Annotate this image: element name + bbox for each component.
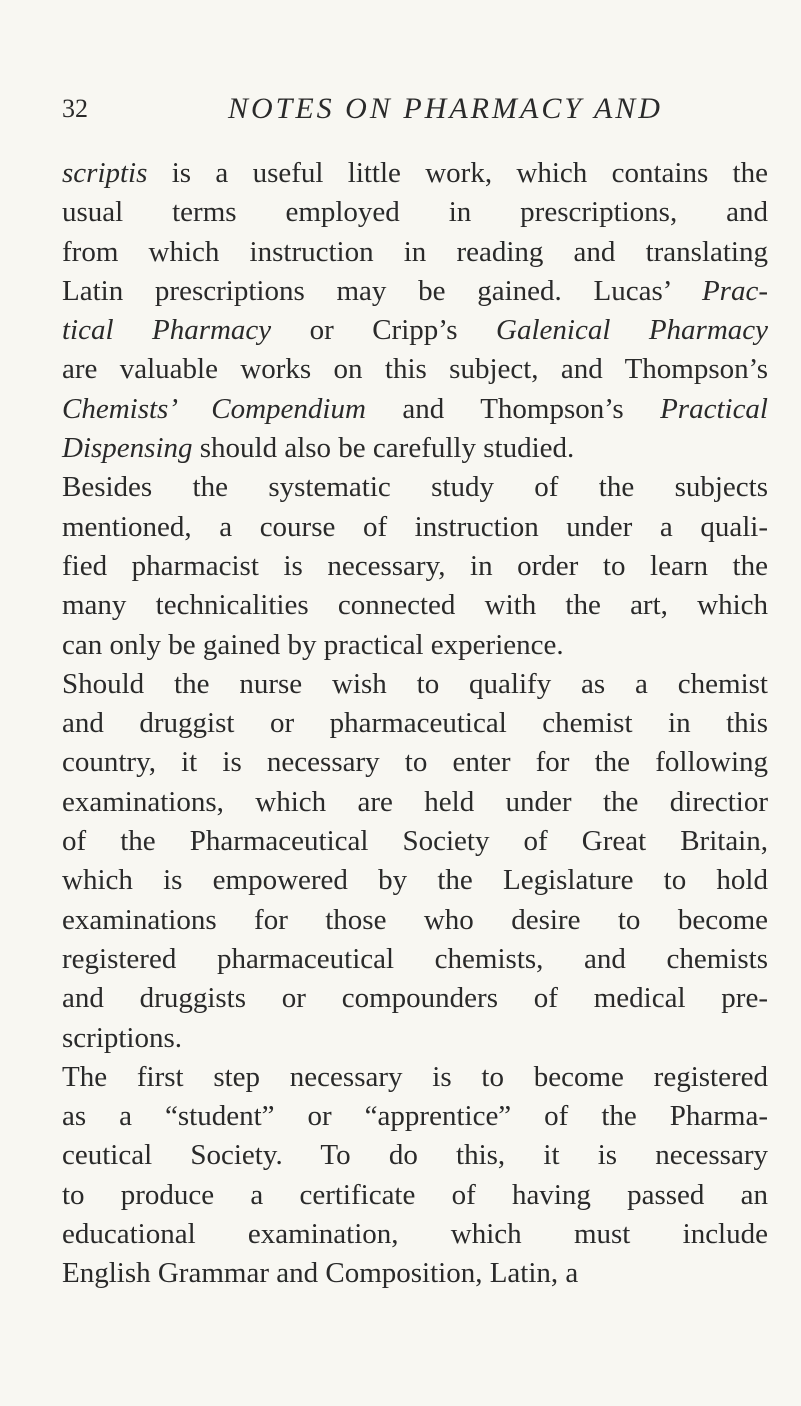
text-segment: can only be gained by practical experience. xyxy=(62,628,564,661)
text-line xyxy=(62,861,768,900)
text-segment: usual terms employed in prescriptions, and xyxy=(62,196,768,229)
italic-text: Prac- xyxy=(701,274,768,307)
text-line xyxy=(62,508,768,547)
text-segment: and Thompson’s xyxy=(365,392,661,425)
italic-text: scriptis xyxy=(62,157,148,189)
text-segment: scriptions. xyxy=(62,1021,183,1054)
text-line xyxy=(62,390,768,429)
text-line xyxy=(62,468,768,507)
text-line xyxy=(62,626,768,665)
text-line xyxy=(62,193,768,232)
italic-text: Dispensing xyxy=(62,432,193,465)
text-segment: ceutical Society. To do this, it is necessary xyxy=(62,1139,768,1172)
text-segment: Besides the systematic study of the subjects xyxy=(62,471,768,504)
text-line xyxy=(62,979,768,1018)
text-segment: registered pharmaceutical chemists, and chemists xyxy=(62,942,768,975)
page-header xyxy=(62,92,771,132)
text-segment: of the Pharmaceutical Society of Great Britain, xyxy=(62,825,768,858)
text-segment: which is empowered by the Legislature to hold xyxy=(62,864,768,897)
text-line xyxy=(62,311,768,350)
text-line xyxy=(62,272,768,311)
text-line xyxy=(62,822,768,861)
text-segment: examinations, which are held under the directior xyxy=(62,785,768,818)
text-line xyxy=(62,743,768,782)
text-segment: fied pharmacist is necessary, in order to learn the xyxy=(62,549,768,582)
italic-text: Galenical Pharmacy xyxy=(496,314,769,347)
page-number: 32 xyxy=(62,94,88,123)
text-line xyxy=(62,429,768,468)
running-head: NOTES ON PHARMACY AND xyxy=(228,92,663,125)
text-line xyxy=(62,1176,768,1215)
text-segment: many technicalities connected with the art, which xyxy=(62,589,768,622)
text-line xyxy=(62,547,768,586)
text-line xyxy=(62,1097,768,1136)
text-segment: and druggists or compounders of medical pre- xyxy=(62,982,768,1015)
text-line xyxy=(62,1215,768,1254)
text-line xyxy=(62,704,768,743)
text-segment: is a useful little work, which contains the xyxy=(147,157,768,189)
text-segment: as a “student” or “apprentice” of the Pharma- xyxy=(62,1100,768,1133)
text-line xyxy=(62,1254,768,1293)
text-segment: English Grammar and Composition, Latin, a xyxy=(62,1257,579,1290)
text-line xyxy=(62,940,768,979)
italic-text: Practical xyxy=(660,392,768,425)
text-line xyxy=(62,586,768,625)
text-segment: educational examination, which must include xyxy=(62,1218,768,1251)
text-segment: Should the nurse wish to qualify as a chemist xyxy=(62,667,768,700)
text-segment: mentioned, a course of instruction under a quali- xyxy=(62,510,768,543)
text-line xyxy=(62,233,768,272)
text-line xyxy=(62,350,768,389)
text-segment: should also be carefully studied. xyxy=(192,432,575,465)
text-segment: The first step necessary is to become registered xyxy=(62,1060,768,1093)
text-segment: examinations for those who desire to become xyxy=(62,903,768,936)
text-line xyxy=(62,1058,768,1097)
text-segment: country, it is necessary to enter for the following xyxy=(62,746,768,779)
text-segment: Latin prescriptions may be gained. Lucas’ xyxy=(62,274,702,307)
text-segment: or Cripp’s xyxy=(271,314,497,347)
italic-text: tical Pharmacy xyxy=(62,314,272,347)
text-line xyxy=(62,783,768,822)
text-line xyxy=(62,901,768,940)
text-segment: from which instruction in reading and translating xyxy=(62,235,768,268)
text-segment: to produce a certificate of having passed an xyxy=(62,1178,768,1211)
text-segment: are valuable works on this subject, and Thompson’s xyxy=(62,353,768,386)
text-line xyxy=(62,154,768,193)
text-line xyxy=(62,1019,768,1058)
text-segment: and druggist or pharmaceutical chemist in this xyxy=(62,707,768,740)
italic-text: Chemists’ Compendium xyxy=(62,392,366,425)
text-line xyxy=(62,665,768,704)
body-text xyxy=(62,154,768,1294)
text-line xyxy=(62,1136,768,1175)
